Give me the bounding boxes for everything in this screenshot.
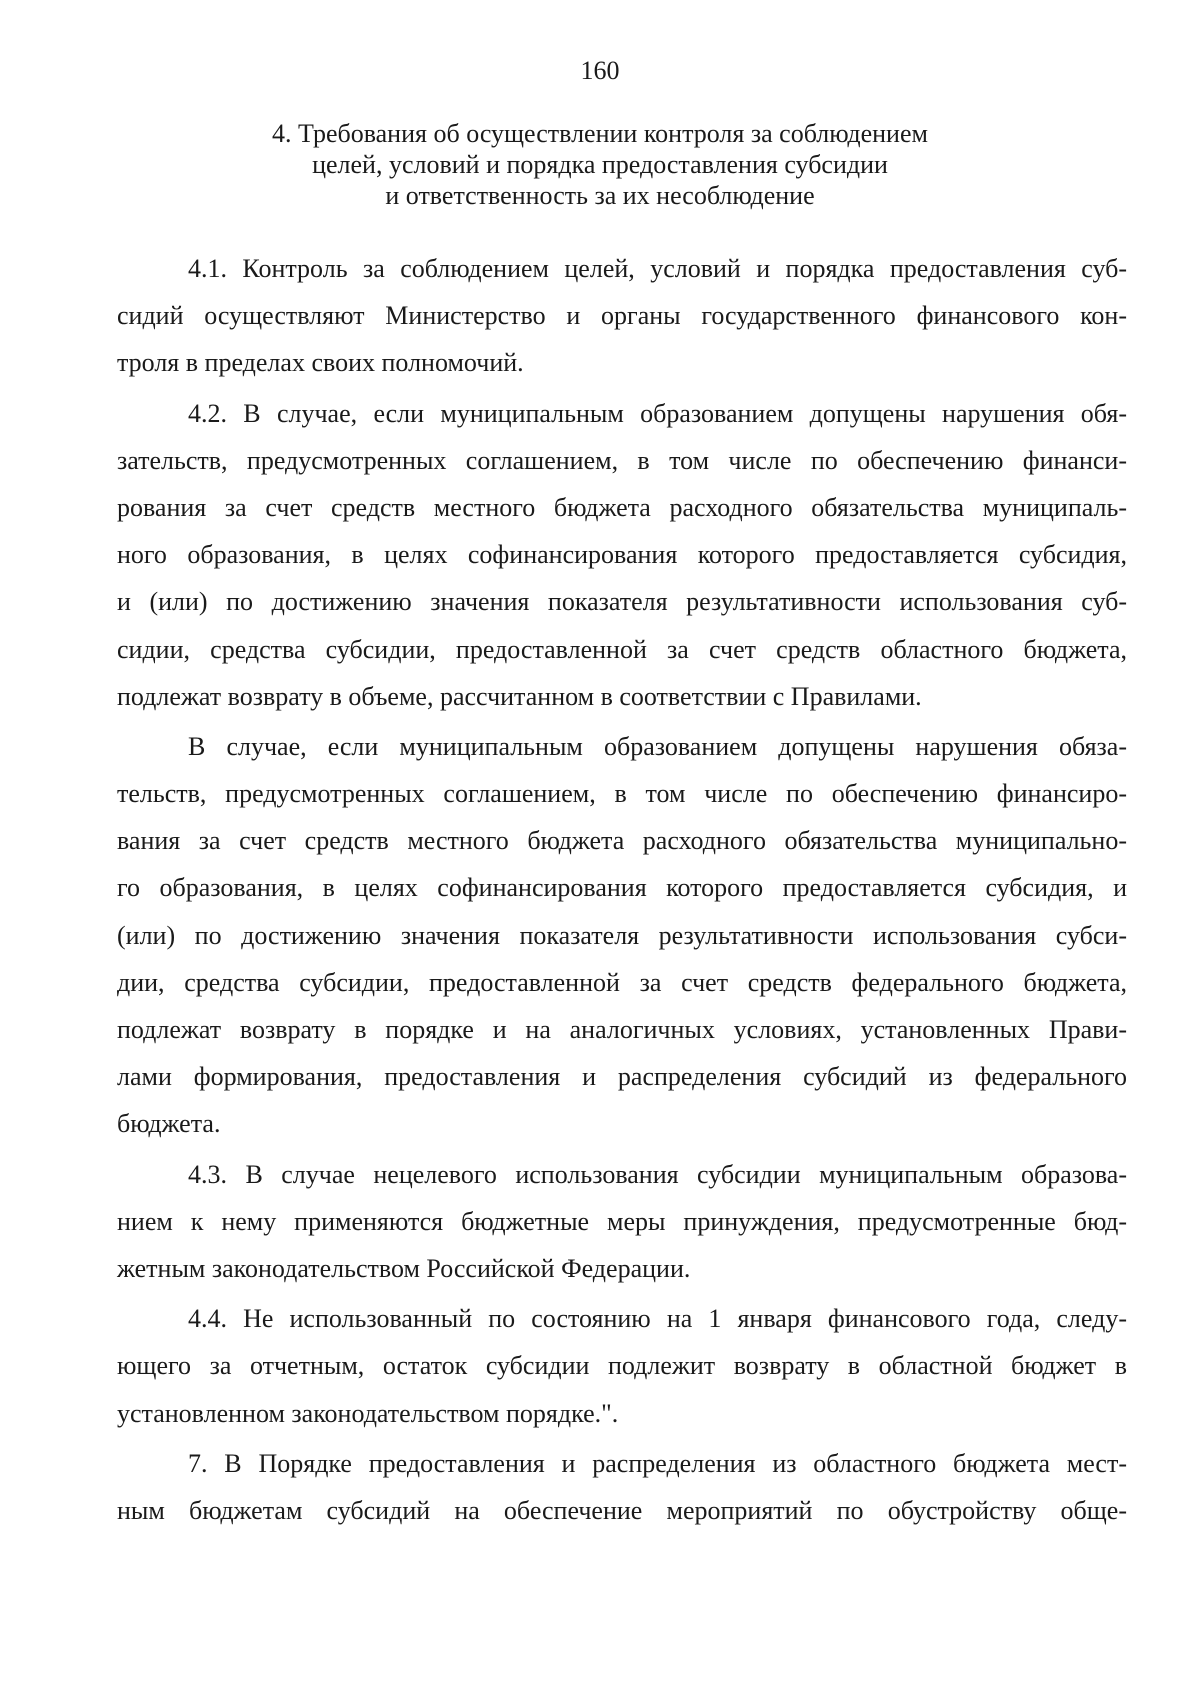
text-line: ным бюджетам субсидий на обеспечение мероприятий по обустройству обще- <box>117 1495 1127 1525</box>
paragraph <box>117 245 1127 387</box>
paragraph <box>117 723 1127 1148</box>
paragraph <box>117 1151 1127 1293</box>
text-line: ного образования, в целях софинансирования которого предоставляется субсидия, <box>117 540 1127 570</box>
heading-line: целей, условий и порядка предоставления субсидии <box>312 150 888 179</box>
text-line: жетным законодательством Российской Федерации. <box>117 1253 691 1283</box>
section-heading <box>0 118 1200 211</box>
text-line: го образования, в целях софинансирования которого предоставляется субсидия, и <box>117 873 1127 903</box>
text-line: подлежат возврату в объеме, рассчитанном в соответствии с Правилами. <box>117 681 922 711</box>
text-line: дии, средства субсидии, предоставленной за счет средств федерального бюджета, <box>117 967 1127 997</box>
page-number: 160 <box>580 56 620 85</box>
text-line: бюджета. <box>117 1109 221 1139</box>
text-line: (или) по достижению значения показателя результативности использования субси- <box>117 920 1127 950</box>
heading-line: 4. Требования об осуществлении контроля за соблюдением <box>272 119 928 148</box>
text-line: подлежат возврату в порядке и на аналогичных условиях, установленных Прави- <box>117 1015 1127 1044</box>
text-line: ющего за отчетным, остаток субсидии подлежит возврату в областной бюджет в <box>117 1351 1127 1381</box>
text-line: нием к нему применяются бюджетные меры принуждения, предусмотренные бюд- <box>117 1206 1127 1236</box>
text-line: В случае, если муниципальным образованием допущены нарушения обяза- <box>188 731 1127 761</box>
text-line: и (или) по достижению значения показателя результативности использования суб- <box>117 587 1127 617</box>
text-line: 7. В Порядке предоставления и распределения из областного бюджета мест- <box>188 1448 1127 1478</box>
text-line: 4.2. В случае, если муниципальным образованием допущены нарушения обя- <box>188 398 1127 428</box>
paragraph <box>117 1295 1127 1437</box>
text-line: рования за счет средств местного бюджета расходного обязательства муниципаль- <box>117 492 1127 522</box>
text-line: 4.3. В случае нецелевого использования субсидии муниципальным образова- <box>188 1159 1127 1189</box>
text-line: установленном законодательством порядке.". <box>117 1398 619 1428</box>
paragraph <box>117 1440 1127 1534</box>
text-line: троля в пределах своих полномочий. <box>117 348 524 378</box>
text-line: тельств, предусмотренных соглашением, в том числе по обеспечению финансиро- <box>117 779 1127 809</box>
text-line: 4.1. Контроль за соблюдением целей, условий и порядка предоставления суб- <box>188 254 1127 283</box>
text-line: сидии, средства субсидии, предоставленной за счет средств областного бюджета, <box>117 634 1127 664</box>
paragraph <box>117 390 1127 720</box>
text-line: сидий осуществляют Министерство и органы государственного финансового кон- <box>117 301 1127 331</box>
document-body <box>117 245 1127 1534</box>
text-line: 4.4. Не использованный по состоянию на 1 января финансового года, следу- <box>188 1304 1127 1334</box>
heading-line: и ответственность за их несоблюдение <box>385 181 815 210</box>
text-line: лами формирования, предоставления и распределения субсидий из федерального <box>117 1062 1127 1092</box>
text-line: зательств, предусмотренных соглашением, в том числе по обеспечению финанси- <box>117 445 1127 475</box>
text-line: вания за счет средств местного бюджета расходного обязательства муниципально- <box>117 826 1127 856</box>
